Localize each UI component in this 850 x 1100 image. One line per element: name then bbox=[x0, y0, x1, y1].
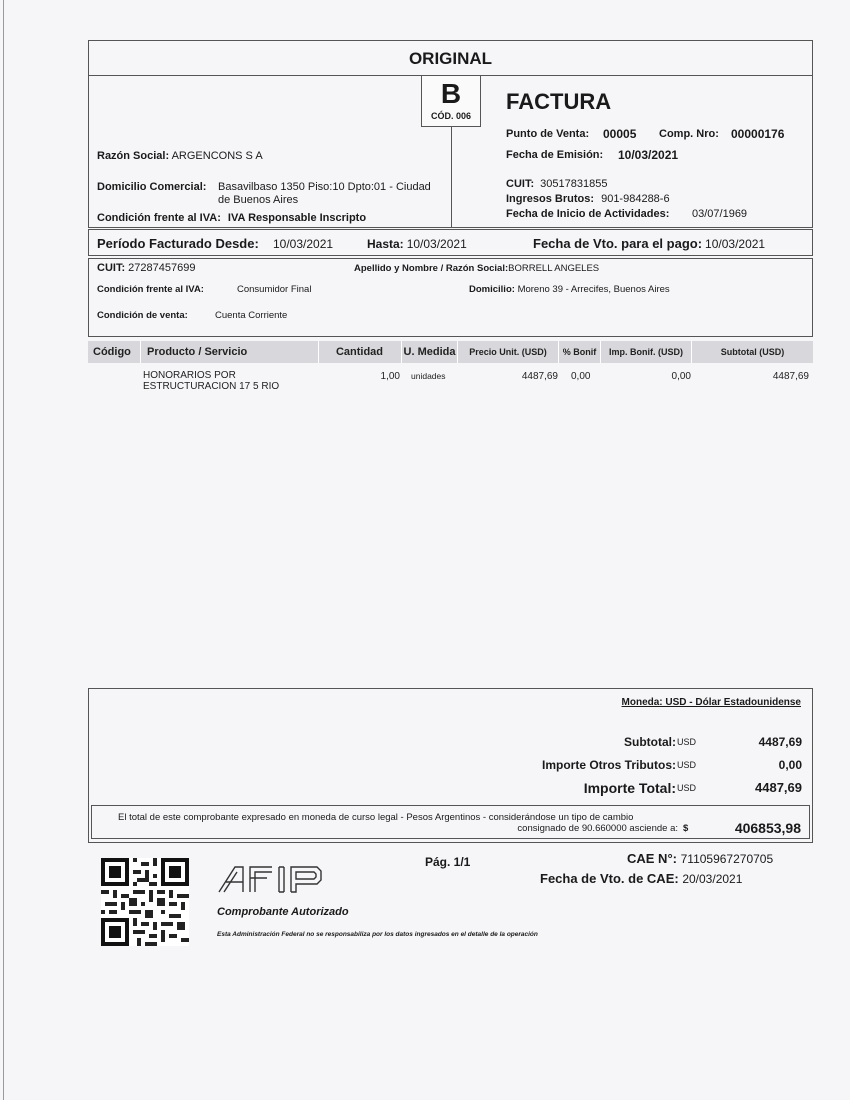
emisor-iva-value: IVA Responsable Inscripto bbox=[227, 212, 367, 224]
receptor-cuit-label: CUIT: bbox=[97, 262, 126, 274]
inicio-actividades-value: 03/07/1969 bbox=[692, 208, 748, 220]
cae-vto-value: 20/03/2021 bbox=[682, 872, 743, 886]
comp-nro-value: 00000176 bbox=[731, 127, 785, 141]
receptor-nombre-row bbox=[354, 263, 599, 274]
cae-label: CAE N°: bbox=[627, 851, 677, 866]
fecha-emision-value: 10/03/2021 bbox=[618, 148, 679, 162]
importe-total-label: Importe Total: bbox=[583, 780, 676, 796]
header-center-divider bbox=[451, 127, 452, 228]
comp-nro-label: Comp. Nro: bbox=[659, 128, 719, 140]
razon-social-row bbox=[97, 150, 263, 162]
qr-code-icon bbox=[101, 858, 189, 946]
domicilio-line2: de Buenos Aires bbox=[218, 194, 299, 206]
col-imp-bonif: Imp. Bonif. (USD) bbox=[601, 341, 692, 363]
otros-tributos-value: 0,00 bbox=[778, 758, 802, 772]
item-bonif-pct: 0,00 bbox=[571, 371, 591, 382]
domicilio-label: Domicilio Comercial: bbox=[97, 181, 207, 193]
condicion-venta-label: Condición de venta: bbox=[97, 310, 188, 321]
receptor-cuit-value: 27287457699 bbox=[128, 262, 196, 274]
conversion-total: 406853,98 bbox=[734, 820, 801, 836]
periodo-desde-value: 10/03/2021 bbox=[273, 237, 334, 251]
footer-disclaimer: Esta Administración Federal no se responsabiliza por los datos ingresados en el detalle de la operación bbox=[217, 931, 538, 938]
copy-label: ORIGINAL bbox=[408, 49, 493, 68]
afip-logo-icon bbox=[217, 864, 332, 894]
otros-tributos-currency: USD bbox=[677, 760, 697, 770]
ingresos-brutos-value: 901-984288-6 bbox=[601, 193, 670, 205]
receptor-cuit-row bbox=[97, 262, 195, 274]
periodo-hasta-row bbox=[367, 237, 467, 251]
col-codigo: Código bbox=[88, 341, 141, 363]
receptor-domicilio-row bbox=[469, 284, 670, 295]
item-producto-line2: ESTRUCTURACION 17 5 RIO bbox=[143, 381, 280, 392]
receptor-nombre-value: BORRELL ANGELES bbox=[508, 263, 600, 274]
col-precio-unit: Precio Unit. (USD) bbox=[458, 341, 559, 363]
emisor-cuit-value: 30517831855 bbox=[540, 178, 608, 190]
razon-social-value: ARGENCONS S A bbox=[171, 150, 263, 162]
emisor-iva-label: Condición frente al IVA: bbox=[97, 212, 221, 224]
comprobante-autorizado: Comprobante Autorizado bbox=[217, 906, 349, 918]
vto-pago-row bbox=[533, 236, 765, 251]
col-bonif-pct: % Bonif bbox=[559, 341, 601, 363]
cae-value: 71105967270705 bbox=[680, 852, 774, 866]
importe-total-value: 4487,69 bbox=[755, 780, 802, 795]
item-unidad: unidades bbox=[411, 371, 446, 381]
periodo-desde-label: Período Facturado Desde: bbox=[97, 236, 259, 251]
receptor-domicilio-value: Moreno 39 - Arrecifes, Buenos Aires bbox=[517, 284, 670, 295]
vto-pago-value: 10/03/2021 bbox=[705, 237, 766, 251]
otros-tributos-label: Importe Otros Tributos: bbox=[541, 758, 676, 772]
subtotal-label: Subtotal: bbox=[624, 735, 676, 749]
cae-row bbox=[627, 851, 773, 866]
item-producto-line1: HONORARIOS POR bbox=[143, 370, 236, 381]
punto-venta-value: 00005 bbox=[603, 127, 637, 141]
cae-vto-row bbox=[540, 871, 742, 886]
moneda-label: Moneda: USD - Dólar Estadounidense bbox=[621, 697, 801, 708]
col-subtotal: Subtotal (USD) bbox=[692, 341, 813, 363]
emisor-cuit-label: CUIT: bbox=[506, 178, 535, 190]
invoice-letter: B bbox=[440, 78, 462, 109]
inicio-actividades-label: Fecha de Inicio de Actividades: bbox=[506, 208, 670, 220]
item-subtotal: 4487,69 bbox=[772, 371, 809, 382]
subtotal-value: 4487,69 bbox=[758, 735, 802, 749]
condicion-venta-value: Cuenta Corriente bbox=[215, 310, 288, 321]
receptor-iva-label: Condición frente al IVA: bbox=[97, 284, 204, 295]
document-title: FACTURA bbox=[506, 89, 612, 114]
importe-total-currency: USD bbox=[677, 783, 697, 793]
conversion-text-line1: El total de este comprobante expresado en moneda de curso legal - Pesos Argentinos - considerándose un tipo de cambio bbox=[118, 812, 634, 823]
item-imp-bonif: 0,00 bbox=[671, 371, 691, 382]
domicilio-line1: Basavilbaso 1350 Piso:10 Dpto:01 - Ciudad bbox=[218, 181, 431, 193]
conversion-currency: $ bbox=[683, 823, 689, 834]
razon-social-label: Razón Social: bbox=[97, 150, 170, 162]
col-unidad: U. Medida bbox=[402, 341, 458, 363]
subtotal-currency: USD bbox=[677, 737, 697, 747]
ingresos-brutos-label: Ingresos Brutos: bbox=[506, 193, 595, 205]
col-cantidad: Cantidad bbox=[319, 341, 402, 363]
receptor-domicilio-label: Domicilio: bbox=[469, 284, 515, 295]
vto-pago-label: Fecha de Vto. para el pago: bbox=[533, 236, 703, 251]
page-number: Pág. 1/1 bbox=[425, 855, 471, 869]
page-edge bbox=[3, 0, 4, 1100]
item-precio-unit: 4487,69 bbox=[521, 371, 558, 382]
punto-venta-label: Punto de Venta: bbox=[506, 128, 590, 140]
item-cantidad: 1,00 bbox=[380, 371, 400, 382]
periodo-hasta-value: 10/03/2021 bbox=[406, 237, 467, 251]
periodo-hasta-label: Hasta: bbox=[367, 237, 404, 251]
emisor-cuit-row bbox=[506, 178, 607, 190]
receptor-iva-value: Consumidor Final bbox=[237, 284, 312, 295]
receptor-nombre-label: Apellido y Nombre / Razón Social: bbox=[354, 263, 509, 274]
cae-vto-label: Fecha de Vto. de CAE: bbox=[540, 871, 679, 886]
emisor-iva-row bbox=[97, 212, 366, 224]
conversion-text-line2: consignado de 90.660000 asciende a: bbox=[517, 823, 678, 834]
invoice-code: CÓD. 006 bbox=[430, 111, 472, 121]
col-producto: Producto / Servicio bbox=[141, 341, 319, 363]
fecha-emision-label: Fecha de Emisión: bbox=[506, 149, 604, 161]
ingresos-brutos-row bbox=[506, 193, 670, 205]
